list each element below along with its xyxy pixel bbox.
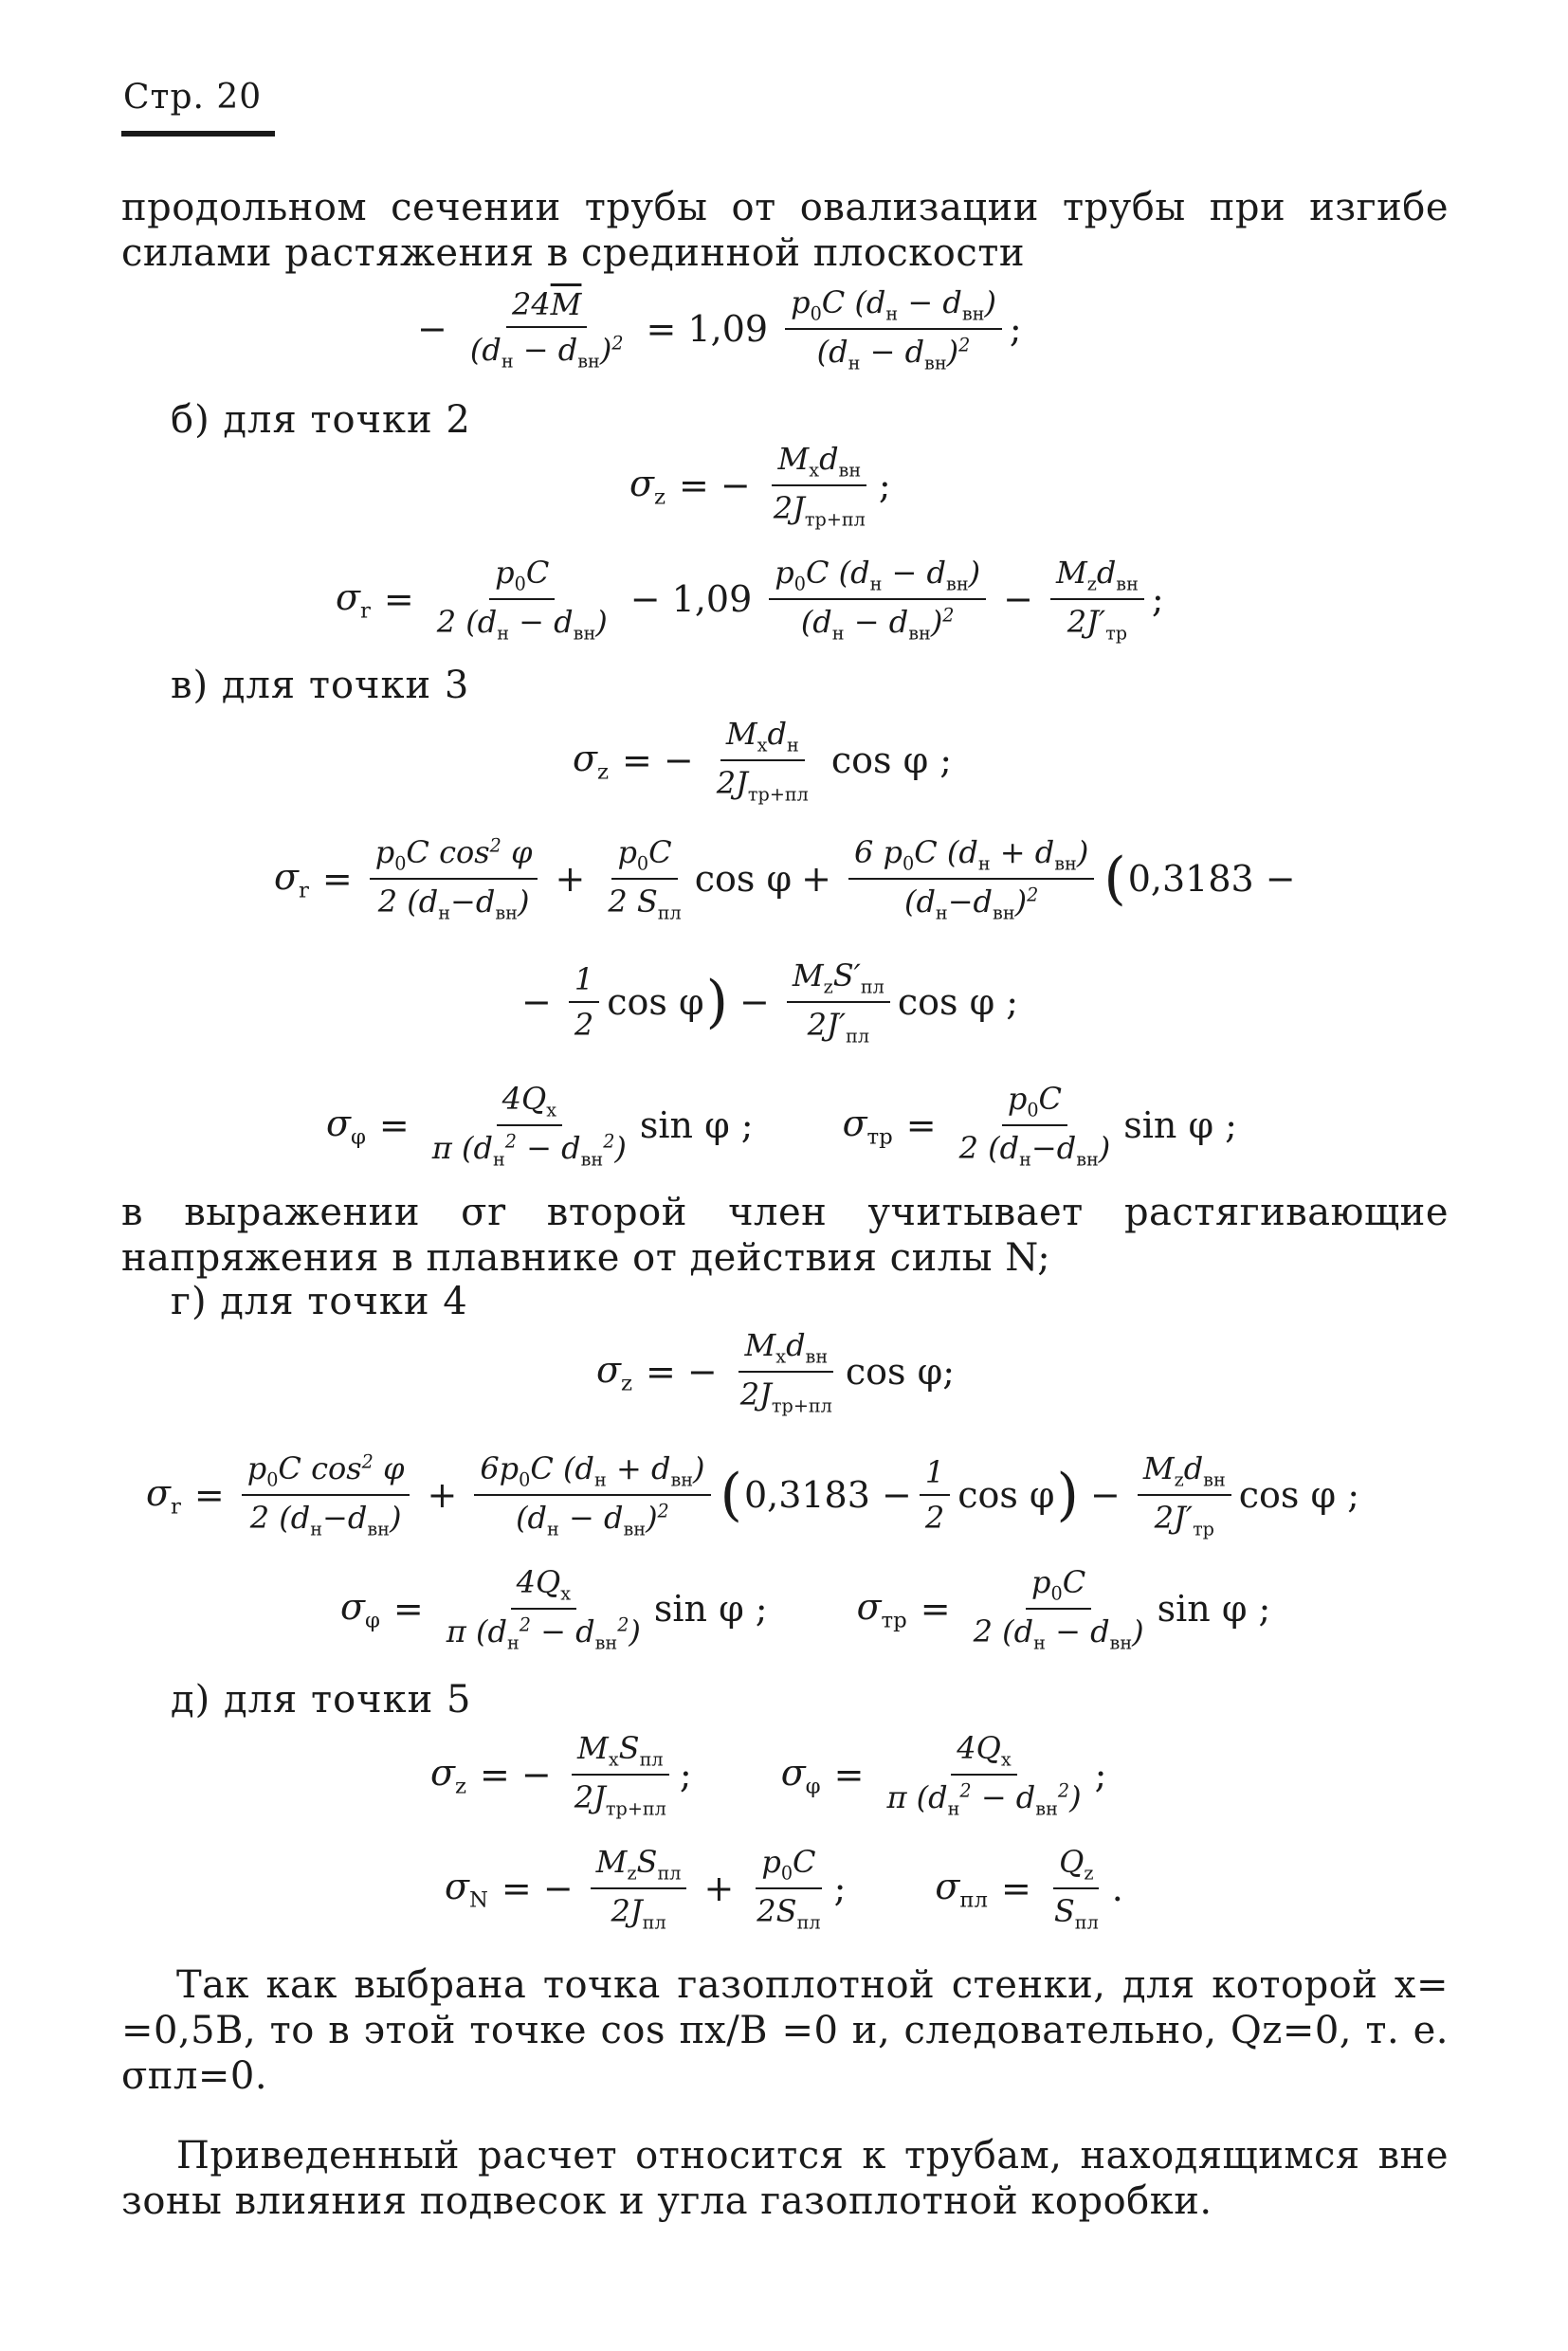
equation-9: $\sigma_\varphi$ = $\frac{4Q_x}{\pi (d_н^2 - d_{вн}^2)}$ sin φ ; $\sigma_{тр}$ = $\frac{p_0C}{2 (d_н - d_{вн})}$ sin φ ;: [340, 1564, 1271, 1654]
equation-1: − $\frac{24\overline{M}}{(d_н - d_{вн})^2}$ = 1,09 $\frac{p_0C (d_н - d_{вн})}{(d_н - d_{вн})^2}$ ;: [417, 284, 1022, 374]
paragraph-conclusion-1: Так как выбрана точка газоплотной стенки, для которой x= =0,5B, то в этой точке cos πx/B =0 и, следовательно, Qz=0, т. е. σпл=0.: [121, 1963, 1449, 2098]
equation-4: $\sigma_z$ = − $\frac{M_xd_н}{2J_{тр+пл}}$ cos φ ;: [573, 716, 953, 806]
equation-11: $\sigma_N$ = − $\frac{M_zS_{пл}}{2J_{пл}}$ + $\frac{p_0C}{2S_{пл}}$ ; $\sigma_{пл}$ = $\frac{Q_z}{S_{пл}}$ .: [445, 1844, 1123, 1934]
equation-5b: − $\frac{1}{2}$ cos φ ) − $\frac{M_zS'_{пл}}{2J'_{пл}}$ cos φ ;: [521, 957, 1019, 1048]
header-rule: [121, 131, 275, 137]
equation-7: $\sigma_z$ = − $\frac{M_xd_{вн}}{2J_{тр+пл}}$ cos φ;: [596, 1327, 956, 1417]
paragraph-note: в выражении σr второй член учитывает растягивающие напряжения в плавнике от действия силы N;: [121, 1191, 1449, 1280]
page-number: Стр. 20: [123, 78, 263, 117]
equation-5a: $\sigma_r$ = $\frac{p_0C \cos^2 \varphi}{2 (d_н-d_{вн})}$ + $\frac{p_0C}{2 S_{пл}}$ cos φ + $\frac{6 p_0C (d_н + d_{вн})}{(d_н-d_{вн})^2}$ ( 0,3183 −: [274, 834, 1296, 924]
item-d-label: д) для точки 5: [171, 1678, 472, 1722]
item-b-label: б) для точки 2: [171, 398, 471, 442]
equation-6: $\sigma_\varphi$ = $\frac{4Q_x}{\pi (d_н^2 - d_{вн}^2)}$ sin φ ; $\sigma_{тр}$ = $\frac{p_0C}{2 (d_н-d_{вн})}$ sin φ ;: [326, 1081, 1237, 1171]
equation-3: $\sigma_r$ = $\frac{p_0C}{2 (d_н - d_{вн})}$ − 1,09 $\frac{p_0C (d_н - d_{вн})}{(d_н - d_{вн})^2}$ − $\frac{M_zd_{вн}}{2J'_{тр}}$ ;: [336, 555, 1164, 645]
equation-8: $\sigma_r$ = $\frac{p_0C \cos^2 \varphi}{2 (d_н-d_{вн})}$ + $\frac{6p_0C (d_н + d_{вн})}{(d_н - d_{вн})^2}$ ( 0,3183 − $\frac{1}{2}$ cos φ ) − $\frac{M_zd_{вн}}{2J'_{тр}}$ cos φ ;: [146, 1450, 1359, 1540]
equation-2: $\sigma_z$ = − $\frac{M_xd_{вн}}{2J_{тр+пл}}$ ;: [629, 441, 891, 531]
paragraph-conclusion-2: Приведенный расчет относится к трубам, находящимся вне зоны влияния подвесок и угла газоплотной коробки.: [121, 2134, 1449, 2223]
item-g-label: г) для точки 4: [171, 1280, 468, 1323]
equation-10: $\sigma_z$ = − $\frac{M_xS_{пл}}{2J_{тр+пл}}$ ; $\sigma_\varphi$ = $\frac{4Q_x}{\pi (d_н^2 - d_{вн}^2)}$ ;: [430, 1730, 1107, 1820]
item-v-label: в) для точки 3: [171, 664, 470, 707]
paragraph-intro: продольном сечении трубы от овализации трубы при изгибе силами растяжения в срединной плоскости: [121, 186, 1449, 275]
